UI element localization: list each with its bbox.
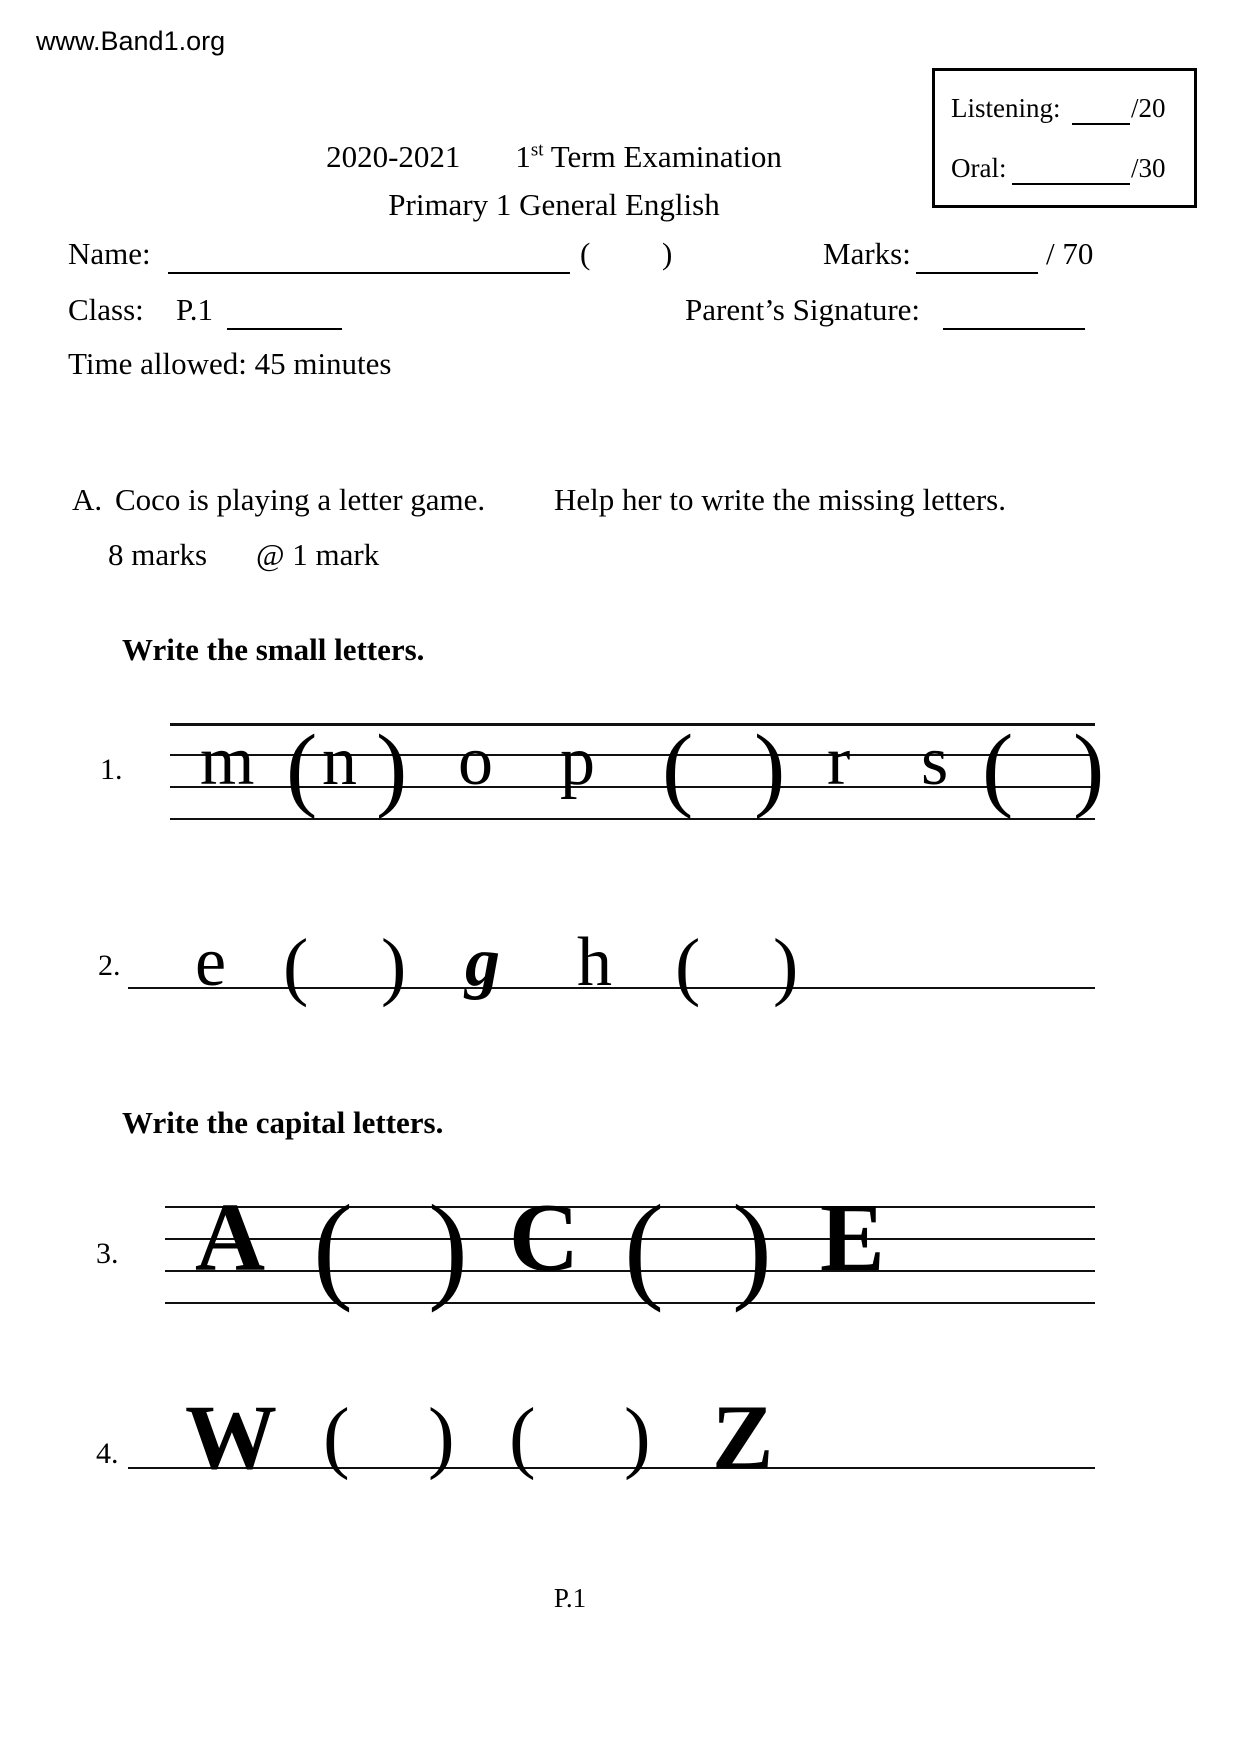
section-a-instruction-1: Coco is playing a letter game.	[115, 482, 486, 517]
answer-paren: )	[732, 1180, 772, 1313]
answer-paren: )	[376, 716, 408, 820]
listening-score-blank[interactable]	[1072, 91, 1130, 125]
writing-line-item-2[interactable]	[128, 924, 1095, 1008]
answer-paren: (	[286, 716, 318, 820]
writing-guides-item-3[interactable]	[165, 1180, 1095, 1313]
marks-label: Marks:	[823, 236, 911, 271]
writing-line-item-4[interactable]	[128, 1386, 1095, 1488]
section-a-instruction-2: Help her to write the missing letters.	[554, 482, 1006, 517]
exam-year: 2020-2021	[326, 139, 461, 174]
answer-paren: )	[624, 1393, 651, 1481]
exam-subtitle: Primary 1 General English	[388, 187, 720, 222]
answer-paren: (	[283, 924, 309, 1008]
exam-ordinal: 1	[515, 139, 531, 174]
exam-ordinal-suffix: st	[530, 139, 544, 161]
model-letter-A: A	[195, 1184, 266, 1291]
class-value: P.1	[176, 292, 214, 327]
section-a-rate-note: @ 1 mark	[256, 537, 380, 572]
signature-label: Parent’s Signature:	[685, 292, 921, 327]
exam-title	[0, 138, 1108, 175]
listening-label: Listening:	[951, 93, 1061, 123]
item-2-number: 2.	[98, 949, 121, 982]
answer-paren: )	[428, 1180, 468, 1313]
section-a-marks-note: 8 marks	[108, 537, 208, 572]
answer-paren: (	[509, 1393, 536, 1481]
answer-paren: )	[1073, 716, 1105, 820]
answer-paren: (	[313, 1180, 353, 1313]
answer-paren: )	[773, 924, 799, 1008]
model-letter-Z: Z	[712, 1386, 774, 1488]
site-watermark: www.Band1.org	[36, 26, 226, 56]
small-letters-heading: Write the small letters.	[122, 632, 425, 667]
name-blank[interactable]	[168, 240, 570, 274]
capital-letters-heading: Write the capital letters.	[122, 1105, 444, 1140]
model-letter-C: C	[509, 1184, 580, 1291]
model-letter-h: h	[577, 924, 612, 1001]
model-letter-p: p	[560, 723, 595, 800]
answer-paren: )	[381, 924, 407, 1008]
item-1-number: 1.	[100, 753, 123, 786]
answer-paren: (	[982, 716, 1014, 820]
model-letter-E: E	[820, 1184, 885, 1291]
answer-paren: )	[428, 1393, 455, 1481]
oral-label: Oral:	[951, 153, 1007, 183]
model-letter-W: W	[185, 1386, 277, 1488]
answer-paren: (	[323, 1393, 350, 1481]
page-number: P.1	[553, 1583, 587, 1613]
name-label: Name:	[68, 236, 151, 271]
class-blank[interactable]	[227, 296, 342, 330]
writing-guides-item-1[interactable]	[170, 716, 1105, 820]
class-label: Class:	[68, 292, 144, 327]
class-number-paren-close: )	[662, 236, 673, 271]
model-letter-o: o	[458, 723, 493, 800]
model-letter-g: g	[465, 924, 500, 1001]
marks-blank[interactable]	[916, 240, 1038, 274]
section-a-label: A.	[72, 482, 103, 517]
time-allowed: Time allowed: 45 minutes	[68, 346, 392, 381]
model-letter-s: s	[921, 723, 949, 800]
oral-total: /30	[1131, 153, 1166, 183]
answer-paren: (	[675, 924, 701, 1008]
exam-title-rest: Term Examination	[543, 139, 782, 174]
marks-total: / 70	[1046, 236, 1094, 271]
class-number-paren-open: (	[580, 236, 591, 271]
item-3-number: 3.	[96, 1237, 119, 1270]
signature-blank[interactable]	[943, 296, 1085, 330]
model-letter-n: n	[322, 723, 357, 800]
answer-paren: (	[624, 1180, 664, 1313]
model-letter-r: r	[827, 723, 851, 800]
item-4-number: 4.	[96, 1437, 119, 1470]
listening-total: /20	[1131, 93, 1166, 123]
model-letter-m: m	[200, 723, 255, 800]
answer-paren: (	[662, 716, 694, 820]
answer-paren: )	[754, 716, 786, 820]
model-letter-e: e	[195, 924, 227, 1001]
